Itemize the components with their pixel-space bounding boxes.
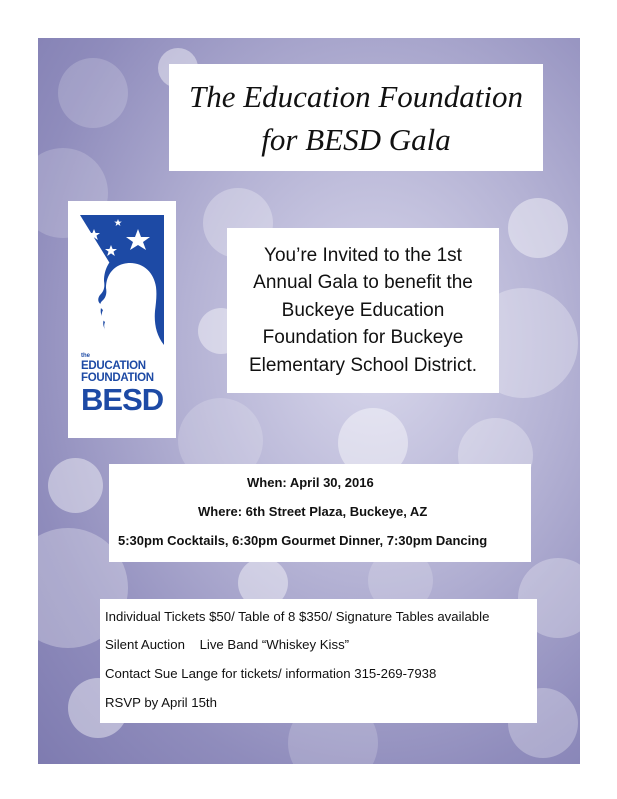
event-where: Where: 6th Street Plaza, Buckeye, AZ xyxy=(198,504,428,519)
title-line-1: The Education Foundation xyxy=(188,78,524,114)
title-line-2: for BESD Gala xyxy=(261,121,451,157)
info-rsvp: RSVP by April 15th xyxy=(105,695,217,710)
flyer-background xyxy=(38,38,580,764)
invite-line: Elementary School District. xyxy=(248,354,478,376)
title-box xyxy=(169,64,543,171)
ticket-info-box xyxy=(100,599,537,723)
logo-emblem xyxy=(80,215,164,351)
event-when: When: April 30, 2016 xyxy=(247,475,374,490)
logo-foundation: FOUNDATION xyxy=(81,372,154,384)
info-tickets: Individual Tickets $50/ Table of 8 $350/ Signature Tables available xyxy=(105,609,490,624)
bokeh-decoration xyxy=(508,198,568,258)
info-auction: Silent Auction Live Band “Whiskey Kiss” xyxy=(105,637,350,652)
bokeh-decoration xyxy=(58,58,128,128)
info-contact: Contact Sue Lange for tickets/ information 315-269-7938 xyxy=(105,666,437,681)
bokeh-decoration xyxy=(48,458,103,513)
invite-line: Buckeye Education xyxy=(281,299,445,321)
logo-besd: BESD xyxy=(81,382,164,417)
logo-text xyxy=(81,353,167,416)
event-details-box xyxy=(109,464,531,562)
event-schedule: 5:30pm Cocktails, 6:30pm Gourmet Dinner, 7:30pm Dancing xyxy=(118,533,488,548)
logo-education: EDUCATION xyxy=(81,360,146,372)
invite-line: Annual Gala to benefit the xyxy=(253,272,473,294)
invite-line: You’re Invited to the 1st xyxy=(264,244,462,266)
foundation-logo xyxy=(68,201,176,438)
invite-line: Foundation for Buckeye xyxy=(262,327,464,349)
invitation-box xyxy=(227,228,499,393)
logo-the: the xyxy=(81,353,90,359)
